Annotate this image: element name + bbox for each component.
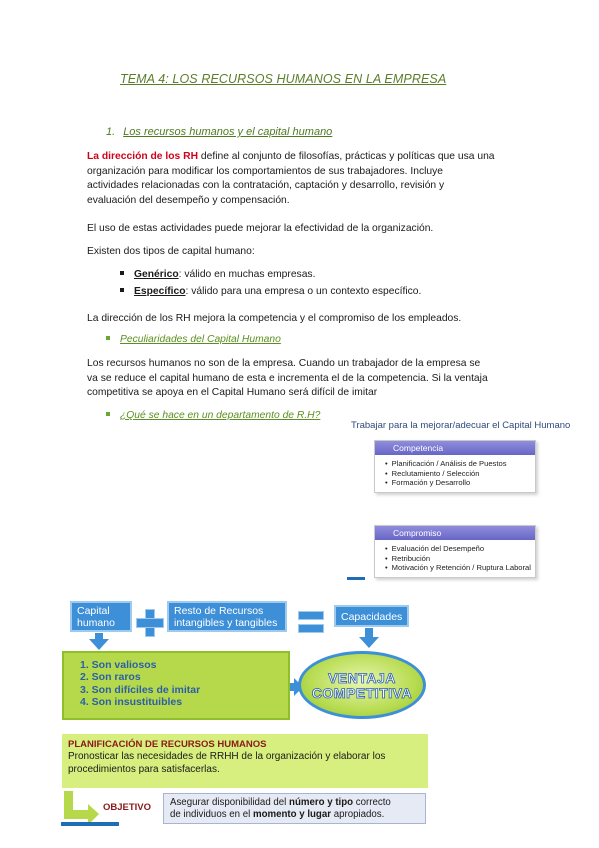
panel-compromiso-list: • Evaluación del Desempeño • Retribución • Motivación y Retención / Ruptura Laboral (375, 540, 535, 577)
objetivo-box: Asegurar disponibilidad del número y tipo correcto de individuos en el momento y lugar apropiados. (163, 793, 426, 824)
list-item-especifico: Específico: válido para una empresa o un contexto específico. (120, 286, 421, 297)
paragraph-usage: El uso de estas actividades puede mejorar la efectividad de la organización. (87, 223, 434, 234)
arrow-down-icon (89, 633, 109, 650)
paragraph-competencia: La dirección de los RH mejora la competencia y el compromiso de los empleados. (87, 313, 462, 324)
arrow-down-icon (359, 628, 379, 648)
box-propiedades (62, 651, 290, 720)
lead-term: La dirección de los RH (87, 151, 199, 162)
list-item: 3. Son difíciles de imitar (80, 683, 201, 696)
list-item: 1. Son valiosos (80, 659, 157, 671)
list-item: 4. Son insustituibles (80, 695, 183, 708)
planificacion-box: PLANIFICACIÓN DE RECURSOS HUMANOS Pronosticar las necesidades de RRHH de la organización y elaborar los procedimientos para satisfacerlas. (62, 734, 428, 788)
ventaja-competitiva-badge: VENTAJA COMPETITIVA (298, 651, 426, 719)
objetivo-label: OBJETIVO (103, 802, 152, 813)
panel-compromiso-head: Compromiso (375, 526, 535, 540)
list-item: 2. Son raros (80, 671, 141, 684)
planificacion-title: PLANIFICACIÓN DE RECURSOS HUMANOS (68, 739, 267, 750)
section-title: Los recursos humanos y el capital humano (123, 126, 333, 138)
box-capacidades: Capacidades (334, 605, 409, 627)
paragraph-peculiaridades: Los recursos humanos no son de la empresa. Cuando un trabajador de la empresa se va se reduce el capital humano de esta e incrementa el de la competencia. Si la ventaja competitiva se apoya en el Capital Humano será difícil de imitar (87, 358, 488, 398)
box-capital-humano: Capital humano (70, 601, 132, 632)
divider-line-bottom (61, 822, 119, 826)
corner-arrow-icon (64, 791, 99, 825)
subheading-departamento: ¿Qué se hace en un departamento de R.H? (106, 410, 320, 421)
section-number: 1. (106, 126, 116, 138)
diagram-title: Trabajar para la mejorar/adecuar el Capital Humano (351, 420, 571, 431)
page-title: TEMA 4: LOS RECURSOS HUMANOS EN LA EMPRESA (120, 72, 447, 86)
panel-competencia-list: • Planificación / Análisis de Puestos • Reclutamiento / Selección • Formación y Desarrollo (375, 455, 535, 492)
paragraph-types-intro: Existen dos tipos de capital humano: (87, 246, 255, 257)
paragraph-definition: La dirección de los RH define al conjunto de filosofías, prácticas y políticas que usa una organización para modificar los comportamientos de sus trabajadores. Incluye actividades relacionadas con la contratación, captación y desarrollo, revisión y evaluación del desempeño y compensación. (87, 151, 495, 206)
panel-competencia-head: Competencia (375, 441, 535, 455)
box-resto-recursos: Resto de Recursos intangibles y tangibles (167, 601, 287, 632)
list-item-generico: Genérico: válido en muchas empresas. (120, 269, 315, 280)
subheading-peculiaridades: Peculiaridades del Capital Humano (106, 334, 281, 345)
